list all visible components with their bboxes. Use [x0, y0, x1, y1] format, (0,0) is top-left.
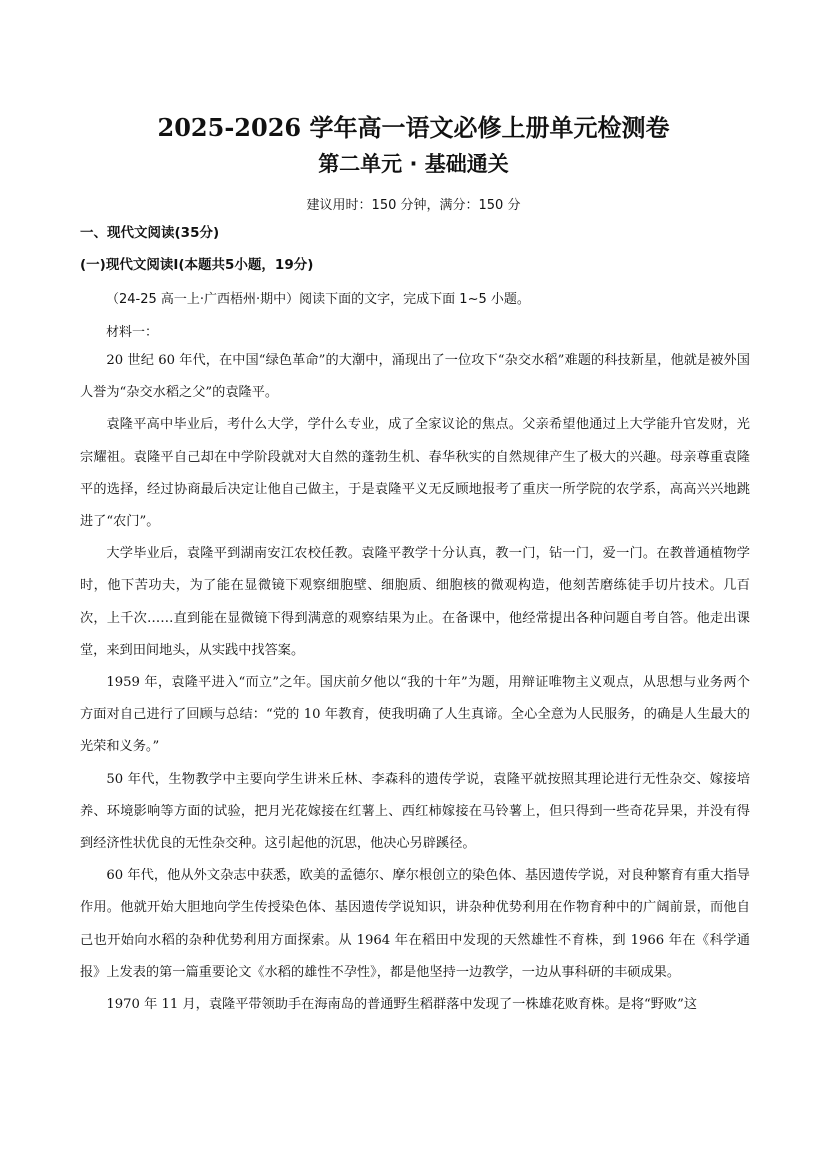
paragraph: 50 年代，生物教学中主要向学生讲米丘林、李森科的遗传学说，袁隆平就按照其理论进行无性杂交、嫁接培养、环境影响等方面的试验，把月光花嫁接在红薯上、西红柿嫁接在马铃薯上，但只得到一些奇花异果，并没有得到经济性状优良的无性杂交种。这引起他的沉思，他决心另辟蹊径。	[80, 771, 750, 852]
exam-subtitle: 第二单元 · 基础通关	[318, 152, 509, 176]
time-score-note: 建议用时：150 分钟，满分：150 分	[306, 198, 521, 213]
paragraph: 1970 年 11 月，袁隆平带领助手在海南岛的普通野生稻群落中发现了一株雄花败育株。是将“野败”这	[106, 997, 698, 1013]
section-heading: 一、现代文阅读(35分)	[80, 225, 220, 241]
paragraph: 大学毕业后，袁隆平到湖南安江农校任教。袁隆平教学十分认真，教一门，钻一门，爱一门。在教普通植物学时，他下苦功夫，为了能在显微镜下观察细胞壁、细胞质、细胞核的微观构造，他刻苦磨练徒手切片技术。几百次，上千次……直到能在显微镜下得到满意的观察结果为止。在备课中，他经常提出各种问题自考自答。他走出课堂，来到田间地头，从实践中找答案。	[80, 546, 750, 658]
paragraph: 1959 年，袁隆平进入“而立”之年。国庆前夕他以“我的十年”为题，用辩证唯物主义观点，从思想与业务两个方面对自己进行了回顾与总结：“党的 10 年教育，使我明确了人生真谛。全心全意为人民服务，的确是人生最大的光荣和义务。”	[80, 675, 750, 755]
paragraph: 20 世纪 60 年代，在中国“绿色革命”的大潮中，涌现出了一位攻下“杂交水稻”难题的科技新星，他就是被外国人誉为“杂交水稻之父”的袁隆平。	[80, 353, 750, 401]
paragraph: 袁隆平高中毕业后，考什么大学，学什么专业，成了全家议论的焦点。父亲希望他通过上大学能升官发财，光宗耀祖。袁隆平自己却在中学阶段就对大自然的蓬勃生机、春华秋实的自然规律产生了极大的兴趣。母亲尊重袁隆平的选择，经过协商最后决定让他自己做主，于是袁隆平义无反顾地报考了重庆一所学院的农学系，高高兴兴地跳进了“农门”。	[80, 417, 750, 530]
material-label: 材料一：	[106, 325, 159, 340]
paragraph: 60 年代，他从外文杂志中获悉，欧美的孟德尔、摩尔根创立的染色体、基因遗传学说，对良种繁育有重大指导作用。他就开始大胆地向学生传授染色体、基因遗传学说知识，讲杂种优势利用在作物育种中的广阔前景，而他自己也开始向水稻的杂种优势利用方面探索。从 1964 年在稻田中发现的天然雄性不育株，到 1966 年在《科学通报》上发表的第一篇重要论文《水稻的雄性不孕性》，都是他坚持一边教学，一边从事科研的丰硕成果。	[80, 868, 750, 980]
passage-body	[80, 345, 750, 1021]
subsection-heading: (一)现代文阅读Ⅰ(本题共5小题，19分)	[80, 257, 314, 273]
reading-instruction: （24-25 高一上·广西梧州·期中）阅读下面的文字，完成下面 1~5 小题。	[106, 292, 530, 307]
exam-title: 2025-2026 学年高一语文必修上册单元检测卷	[157, 113, 670, 142]
